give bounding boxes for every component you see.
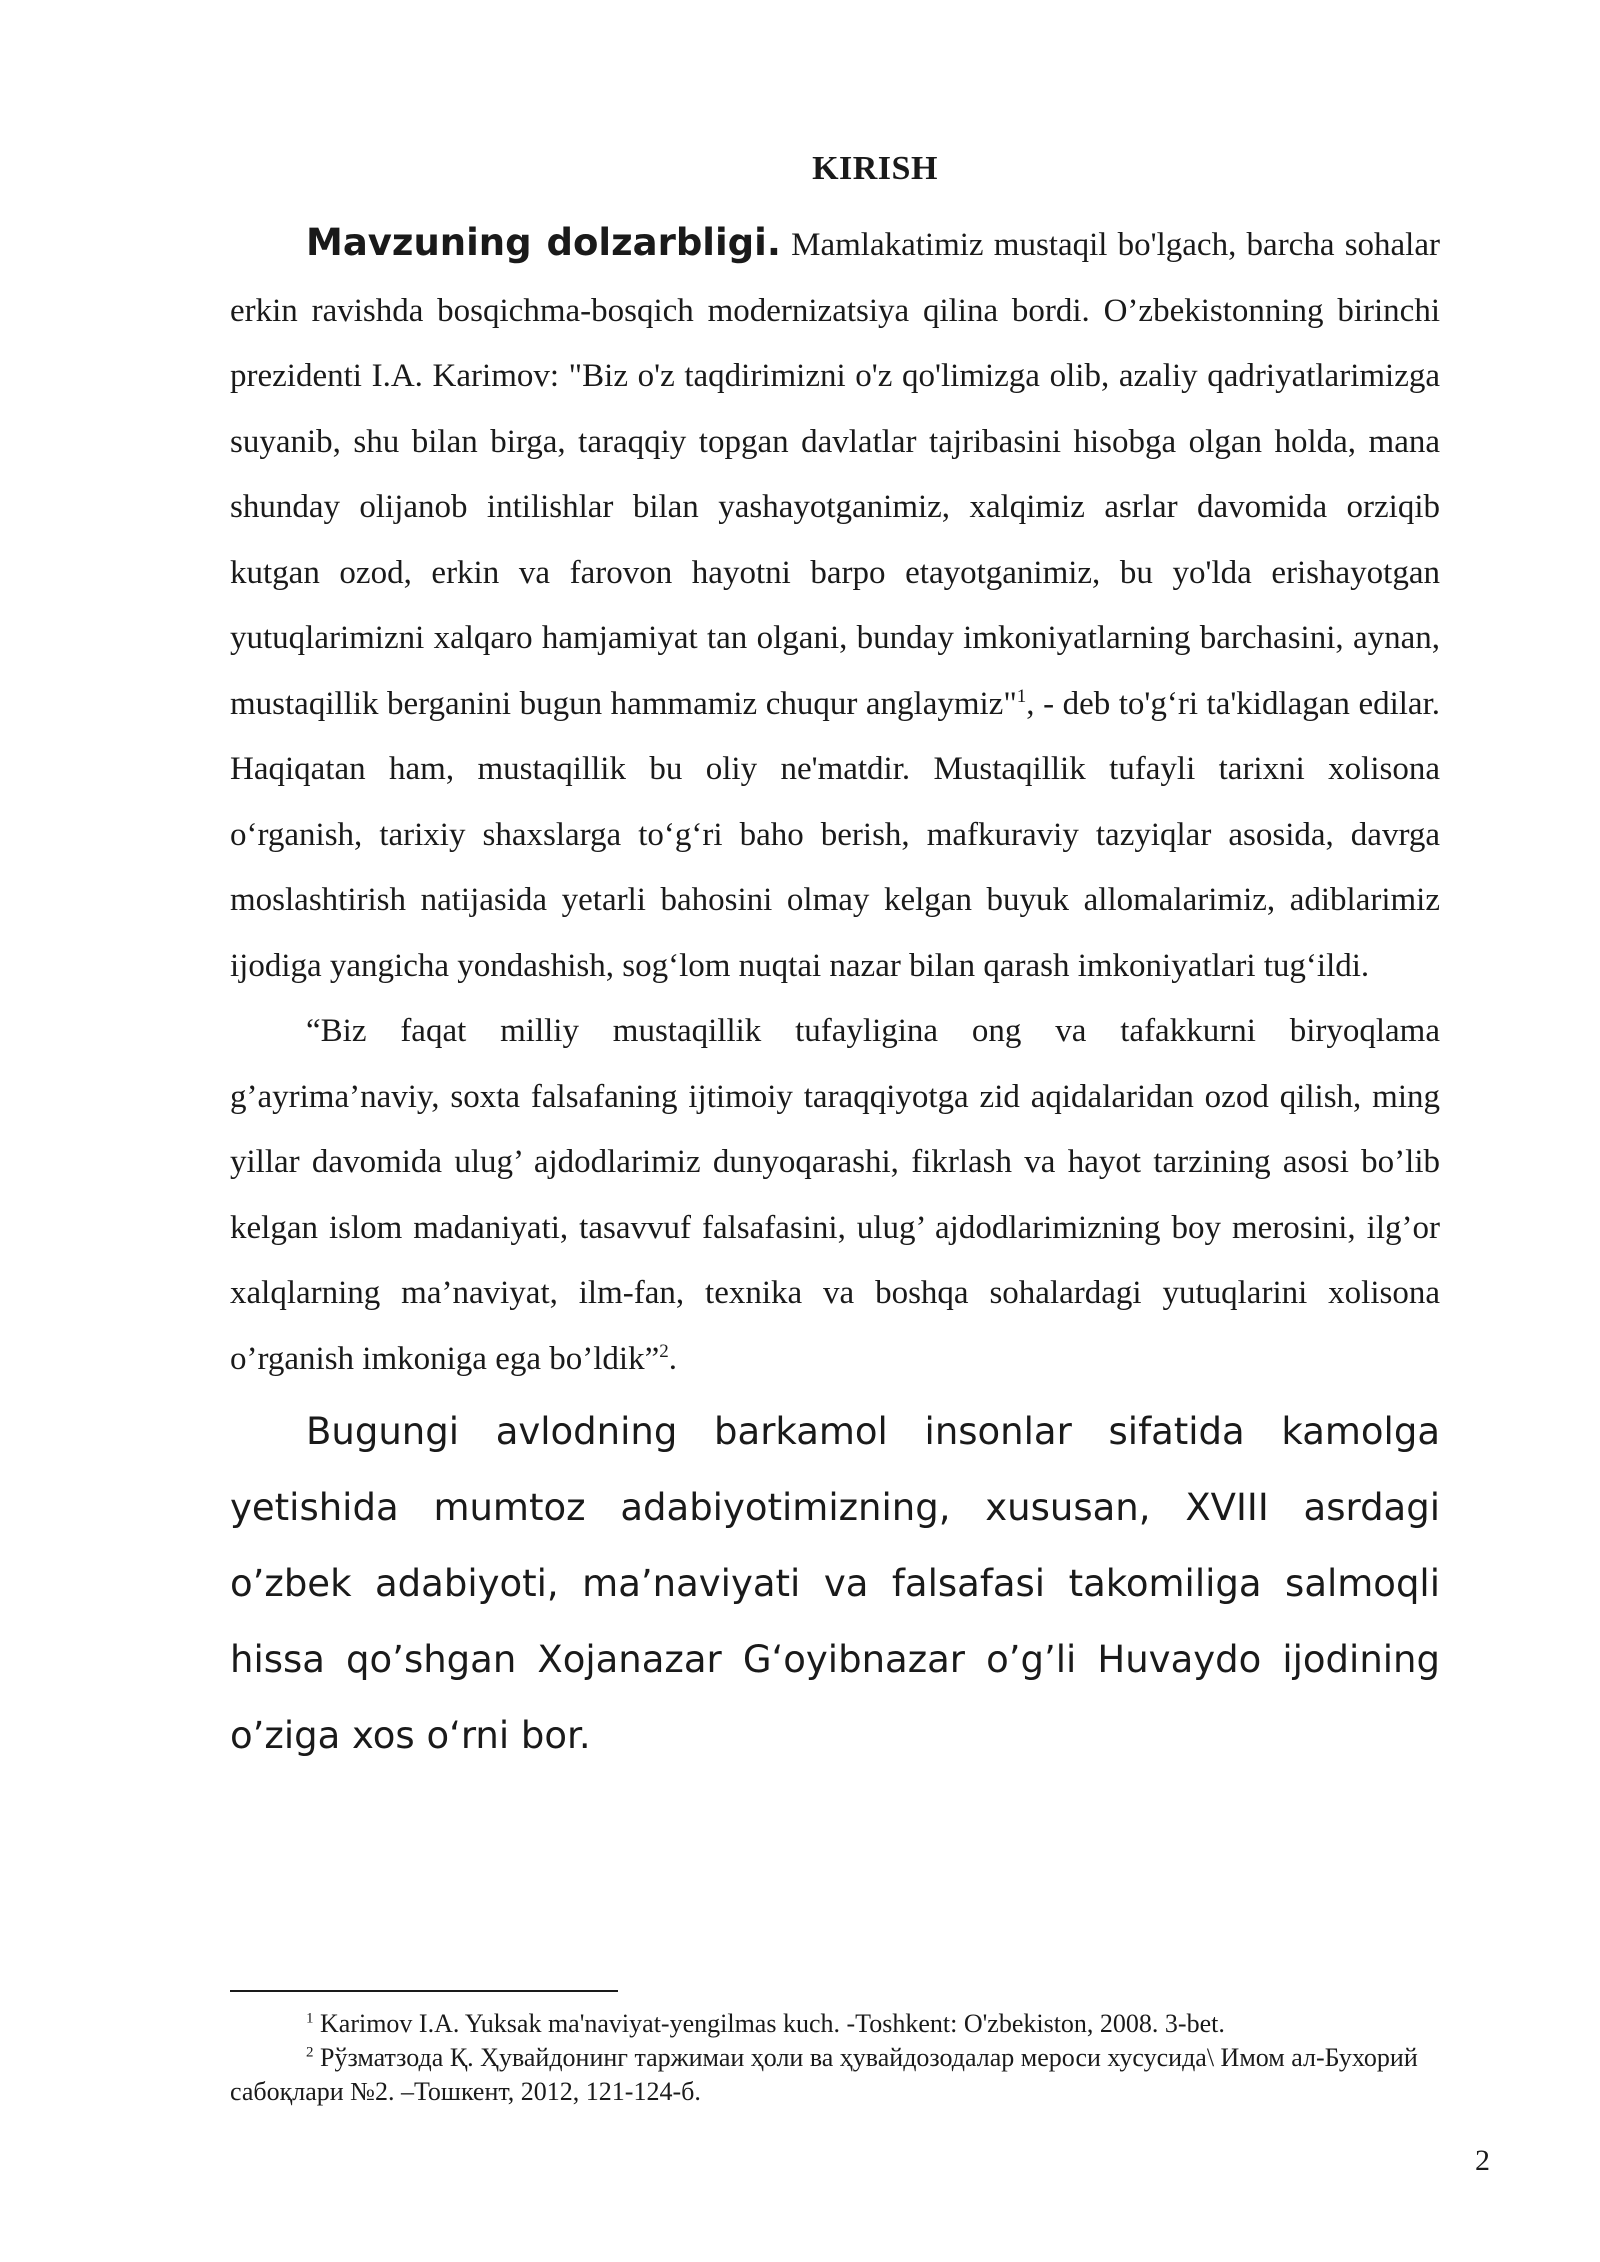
quote-tail: . [668,1340,677,1377]
quote-text: “Biz faqat milliy mustaqillik tufayligina ong va tafakkurni biryoqlama g’ayrima’naviy, soxta falsafaning ijtimoiy taraqqiyotga zid aqidalaridan ozod qilish, ming yillar davomida ulug’ ajdodlarimiz dunyoqarashi, fikrlash va hayot tarzining asosi bo’lib kelgan islom madaniyati, tasavvuf falsafasini, ulug’ ajdodlarimizning boy merosini, ilg’or xalqlarning ma’naviyat, ilm-fan, texnika va boshqa sohalardagi yutuqlarini xolisona o’rganish imkoniga ega bo’ldik” [230,1013,1440,1377]
footnote-text: Karimov I.A. Yuksak ma'naviyat-yengilmas kuch. -Toshkent: O'zbekiston, 2008. 3-bet. [313,2009,1225,2038]
page-number: 2 [1475,2144,1490,2177]
footnote-2 [230,2041,1470,2109]
footnote-number: 2 [306,2044,314,2061]
footnote-ref-2[interactable]: 2 [659,1340,669,1362]
paragraph-huvaydo: Bugungi avlodning barkamol insonlar sifatida kamolga yetishida mumtoz adabiyotimizning, xususan, XVIII asrdagi o’zbek adabiyoti, ma’naviyati va falsafasi takomiliga salmoqli hissa qo’shgan Xojanazar G‘oyibnazar o’g’li Huvaydo ijodining o’ziga xos o‘rni bor. [230,1410,1440,1757]
paragraph-lead: Mavzuning dolzarbligi. [306,221,781,264]
footnote-1 [230,2007,1470,2041]
footnote-ref-1[interactable]: 1 [1016,685,1027,707]
footnote-text: Рўзматзода Қ. Ҳувайдонинг таржимаи ҳоли ва ҳувайдозодалар мероси хусусида\ Имом ал-Бухорий сабоқлари №2. –Тошкент, 2012, 121-124-б. [230,2043,1418,2106]
section-heading: KIRISH [812,150,938,187]
footnotes [230,2007,1470,2109]
paragraph-relevance [230,210,1440,999]
body-text [230,210,1440,1774]
paragraph-quote [230,999,1440,1392]
paragraph-text-continued: , - deb to'g‘ri ta'kidlagan edilar. Haqiqatan ham, mustaqillik bu oliy ne'matdir. Mustaqillik tufayli tarixni xolisona o‘rganish, tarixiy shaxslarga to‘g‘ri baho berish, mafkuraviy tazyiqlar asosida, davrga moslashtirish natijasida yetarli bahosini olmay kelgan buyuk allomalarimiz, adiblarimiz ijodiga yangicha yondashish, sog‘lom nuqtai nazar bilan qarash imkoniyatlari tug‘ildi. [230,685,1440,984]
paragraph-text: Mamlakatimiz mustaqil bo'lgach, barcha sohalar erkin ravishda bosqichma-bosqich modernizatsiya qilina bordi. O’zbekistonning birinchi prezidenti I.A. Karimov: "Biz o'z taqdirimizni o'z qo'limizga olib, azaliy qadriyatlarimizga suyanib, shu bilan birga, taraqqiy topgan davlatlar tajribasini hisobga olgan holda, mana shunday olijanob intilishlar bilan yashayotganimiz, xalqimiz asrlar davomida orziqib kutgan ozod, erkin va farovon hayotni barpo etayotganimiz, bu yo'lda erishayotgan yutuqlarimizni xalqaro hamjamiyat tan olgani, bunday imkoniyatlarning barchasini, aynan, mustaqillik berganini bugun hammamiz chuqur anglaymiz" [230,227,1440,722]
footnote-number: 1 [306,2010,314,2027]
footnote-separator [230,1990,618,1992]
